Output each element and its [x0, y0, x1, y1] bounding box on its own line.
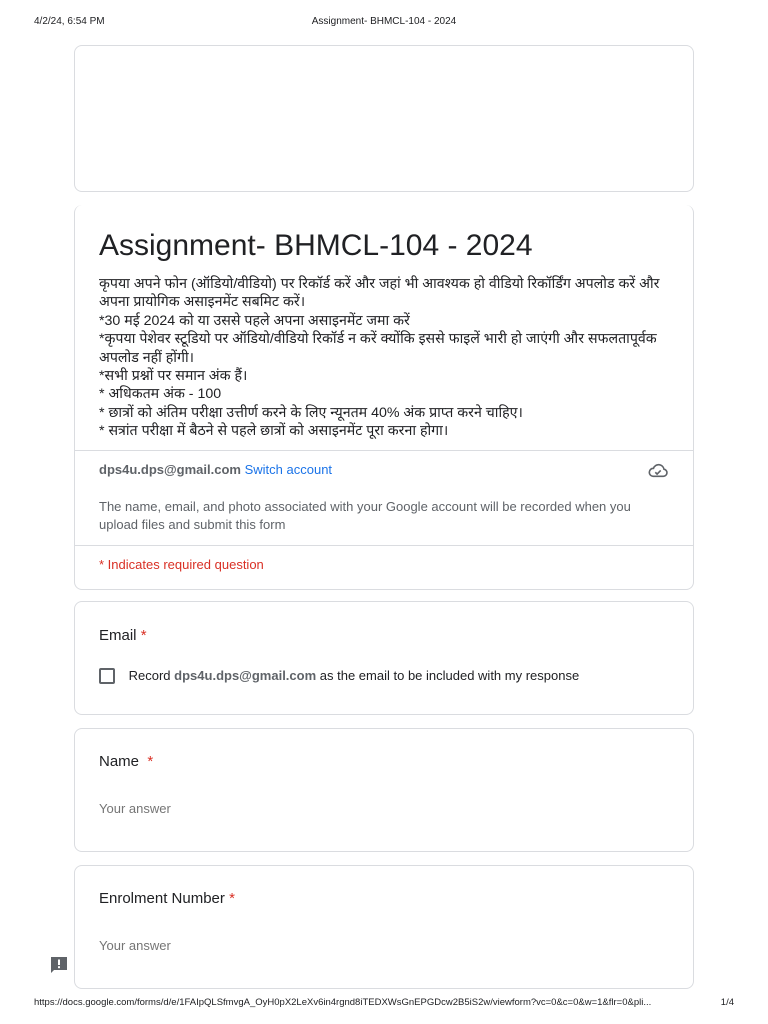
required-star: *	[140, 627, 147, 644]
question-label	[99, 627, 147, 644]
enrolment-label: Enrolment Number	[99, 890, 225, 907]
divider	[75, 545, 693, 546]
record-email-text	[129, 668, 580, 683]
form-banner	[74, 45, 694, 192]
description-line: *कृपया पेशेवर स्टूडियो पर ऑडियो/वीडियो रिकॉर्ड न करें क्योंकि इससे फाइलें भारी हो जाएंगी और सफलतापूर्वक अपलोड नहीं होंगी।	[99, 331, 657, 366]
switch-account-link[interactable]: Switch account	[244, 462, 333, 477]
print-url: https://docs.google.com/forms/d/e/1FAIpQLSfmvgA_OyH0pX2LeXv6in4rgnd8iTEDXWsGnEPGDcw2B5iS2w/viewform?vc=0&c=0&w=1&flr=0&pli...	[34, 997, 652, 1008]
enrolment-input[interactable]	[99, 938, 349, 953]
record-email-checkbox[interactable]	[99, 668, 115, 684]
description-line: कृपया अपने फोन (ऑडियो/वीडियो) पर रिकॉर्ड करें और जहां भी आवश्यक हो वीडियो रिकॉर्डिंग अपलोड करें और अपना प्रायोगिक असाइनमेंट सबमिट करें।	[99, 276, 660, 311]
email-label: Email	[99, 627, 137, 644]
checkbox-suffix: as the email to be included with my response	[319, 668, 580, 684]
account-row	[99, 462, 669, 477]
print-header	[34, 16, 734, 30]
question-name	[74, 728, 694, 852]
feedback-icon[interactable]	[49, 955, 69, 975]
cloud-offline-icon	[647, 461, 669, 479]
print-title: Assignment- BHMCL-104 - 2024	[311, 16, 457, 27]
question-enrolment	[74, 865, 694, 989]
account-email: dps4u.dps@gmail.com	[99, 462, 241, 477]
required-star: *	[147, 753, 154, 770]
question-label	[99, 753, 153, 770]
print-date: 4/2/24, 6:54 PM	[34, 16, 105, 27]
name-label: Name	[99, 753, 140, 770]
record-email-row[interactable]	[99, 667, 579, 684]
checkbox-prefix: Record	[128, 668, 171, 684]
form-title: Assignment- BHMCL-104 - 2024	[99, 229, 533, 262]
description-line: *सभी प्रश्नों पर समान अंक हैं।	[99, 368, 248, 385]
question-email	[74, 601, 694, 715]
form-header-card	[74, 205, 694, 590]
description-line: * अधिकतम अंक - 100	[99, 386, 222, 403]
name-input[interactable]	[99, 801, 349, 816]
print-page-number: 1/4	[720, 997, 734, 1008]
checkbox-email: dps4u.dps@gmail.com	[174, 668, 317, 684]
description-line: * छात्रों को अंतिम परीक्षा उत्तीर्ण करने के लिए न्यूनतम 40% अंक प्राप्त करने चाहिए।	[99, 404, 523, 421]
description-line: *30 मई 2024 को या उससे पहले अपना असाइनमेंट जमा करें	[99, 312, 410, 329]
required-note: * Indicates required question	[99, 557, 264, 572]
question-label	[99, 890, 235, 907]
description-line: * सत्रांत परीक्षा में बैठने से पहले छात्रों को असाइनमेंट पूरा करना होगा।	[99, 423, 449, 440]
divider	[75, 450, 693, 451]
form-description	[99, 275, 669, 441]
print-footer	[34, 997, 734, 1011]
required-star: *	[229, 890, 235, 907]
privacy-note: The name, email, and photo associated with your Google account will be recorded when you upload files and submit this form	[99, 499, 631, 532]
